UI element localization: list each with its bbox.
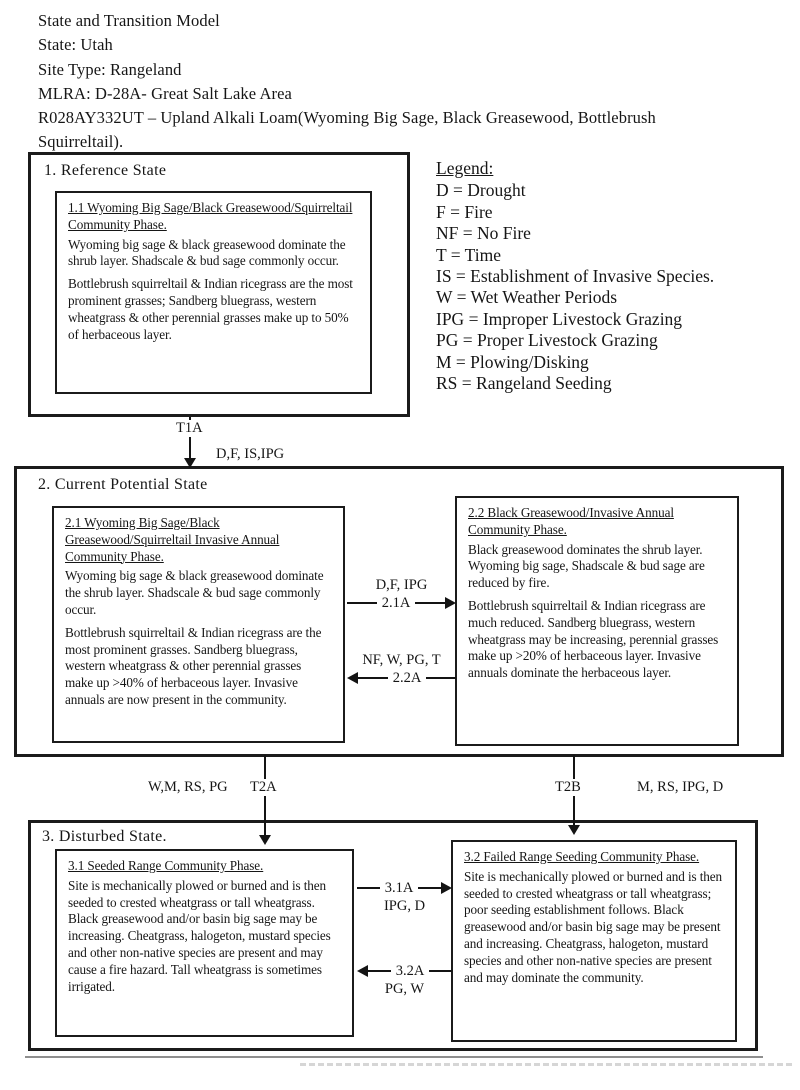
- arrow-line: [415, 602, 445, 604]
- reference-state-label: 1. Reference State: [44, 162, 167, 179]
- pathway-2-2a: [347, 651, 456, 687]
- phase-box-3-2: [451, 840, 737, 1042]
- transition-t2a-code: T2A: [247, 779, 280, 796]
- pathway-2-1a-arrow: [347, 594, 456, 612]
- arrowhead-left-icon: [347, 672, 358, 684]
- arrow-line: [418, 887, 441, 889]
- current-potential-state-label: 2. Current Potential State: [38, 476, 208, 493]
- phase-2-2-paragraph: Bottlebrush squirreltail & Indian ricegrass are much reduced. Sandberg bluegrass, western wheatgrass may be increasing, perennial grasses make up >20% of herbaceous layer. Invasive annuals dominate the herbaceous layer.: [468, 597, 719, 681]
- transition-t2b-drivers: M, RS, IPG, D: [637, 779, 724, 795]
- phase-box-1-1: [55, 191, 372, 394]
- legend-item-improper-grazing: IPG = Improper Livestock Grazing: [436, 308, 683, 329]
- arrowhead-down-icon: [568, 825, 580, 835]
- phase-3-2-paragraph: Site is mechanically plowed or burned and is then seeded to crested wheatgrass or tall wheatgrass; poor seeding establishment follows. Black greasewood and/or basin big sage may be present and increasing. Cheatgrass, halogeton, mustard species and other non-native species are present and may dominate the community.: [464, 868, 723, 985]
- phase-1-1-title: 1.1 Wyoming Big Sage/Black Greasewood/Squirreltail Community Phase.: [68, 200, 353, 232]
- phase-2-1-title: 2.1 Wyoming Big Sage/Black Greasewood/Squirreltail Invasive Annual Community Phase.: [65, 515, 280, 564]
- pathway-2-2a-drivers: NF, W, PG, T: [362, 652, 441, 668]
- arrowhead-down-icon: [259, 835, 271, 845]
- current-potential-state-box: [14, 466, 784, 757]
- doc-title: State and Transition Model: [38, 11, 220, 30]
- phase-3-1-title: 3.1 Seeded Range Community Phase.: [68, 858, 264, 873]
- phase-2-1-paragraph: Wyoming big sage & black greasewood dominate the shrub layer. Shadscale & bud sage commonly occur.: [65, 568, 324, 617]
- phase-box-2-1: [52, 506, 345, 743]
- reference-state-box: [28, 152, 410, 417]
- pathway-2-2a-arrow: [347, 669, 456, 687]
- scan-artifact-line: [25, 1056, 763, 1058]
- phase-3-1-paragraph: Site is mechanically plowed or burned and is then seeded to crested wheatgrass or tall wheatgrass. Black greasewood and/or basin big sage may be increasing. Cheatgrass, halogeton, mustard species and other non-native species are present and may cause a fire hazard. Tall wheatgrass is sometimes irrigated.: [68, 877, 331, 994]
- legend-item-wet-weather: W = Wet Weather Periods: [436, 287, 618, 308]
- legend-item-plowing: M = Plowing/Disking: [436, 351, 589, 372]
- pathway-2-1a-drivers: D,F, IPG: [375, 577, 428, 593]
- phase-1-1-paragraph: Wyoming big sage & black greasewood dominate the shrub layer. Shadscale & bud sage commonly occur.: [68, 236, 346, 269]
- arrow-line: [426, 677, 456, 679]
- phase-2-1-paragraph: Bottlebrush squirreltail & Indian ricegrass are the most prominent grasses. Sandberg bluegrass, western wheatgrass & other perennial grasses make up >40% of herbaceous layer. Invasive annuals are now present in the community.: [65, 624, 322, 707]
- pathway-3-1a-code: 3.1A: [384, 880, 414, 896]
- legend-title: Legend:: [436, 158, 494, 178]
- phase-2-2-paragraph: Black greasewood dominates the shrub layer. Wyoming big sage, Shadscale & bud sage are reduced by fire.: [468, 541, 705, 591]
- phase-box-2-2: [455, 496, 739, 746]
- pathway-2-1a-code: 2.1A: [381, 595, 411, 611]
- doc-mlra-line: MLRA: D-28A- Great Salt Lake Area: [38, 83, 292, 103]
- legend-item-proper-grazing: PG = Proper Livestock Grazing: [436, 330, 658, 351]
- legend-item-drought: D = Drought: [436, 180, 526, 201]
- arrowhead-down-icon: [184, 458, 196, 468]
- doc-site-id-line: R028AY332UT – Upland Alkali Loam(Wyoming Big Sage, Black Greasewood, Bottlebrush Squirreltail).: [38, 108, 656, 152]
- doc-state-line: State: Utah: [38, 35, 113, 55]
- transition-t1a-drivers: D,F, IS,IPG: [216, 446, 285, 462]
- arrowhead-right-icon: [441, 882, 452, 894]
- arrow-line: [357, 887, 380, 889]
- legend-item-rangeland-seeding: RS = Rangeland Seeding: [436, 373, 612, 394]
- document-header: [38, 9, 744, 155]
- arrow-line: [347, 602, 377, 604]
- legend: [436, 158, 781, 394]
- scan-artifact-dashes: [300, 1063, 792, 1066]
- pathway-3-2a-arrow: [357, 962, 452, 980]
- pathway-2-1a: [347, 576, 456, 612]
- arrowhead-left-icon: [357, 965, 368, 977]
- phase-1-1-paragraph: Bottlebrush squirreltail & Indian ricegrass are the most prominent grasses; Sandberg bluegrass, western wheatgrass & other perennial grasses make up to 50% of herbaceous layer.: [68, 276, 353, 342]
- pathway-2-2a-code: 2.2A: [392, 670, 422, 686]
- pathway-3-2a-code: 3.2A: [395, 963, 425, 979]
- pathway-3-2a-drivers: PG, W: [384, 981, 425, 997]
- pathway-3-2a: [357, 962, 452, 998]
- arrow-line: [368, 970, 391, 972]
- arrowhead-right-icon: [445, 597, 456, 609]
- disturbed-state-box: [28, 820, 758, 1051]
- doc-site-type-line: Site Type: Rangeland: [38, 59, 182, 79]
- disturbed-state-label: 3. Disturbed State.: [42, 828, 167, 845]
- pathway-3-1a-drivers: IPG, D: [383, 898, 426, 914]
- pathway-3-1a: [357, 879, 452, 915]
- legend-item-invasive-species: IS = Establishment of Invasive Species.: [436, 266, 715, 287]
- transition-t1a-code: T1A: [173, 420, 206, 437]
- phase-2-2-title: 2.2 Black Greasewood/Invasive Annual Community Phase.: [468, 505, 674, 537]
- arrow-line: [358, 677, 388, 679]
- transition-t2b-code: T2B: [552, 779, 584, 796]
- legend-item-no-fire: NF = No Fire: [436, 223, 531, 244]
- phase-3-2-title: 3.2 Failed Range Seeding Community Phase.: [464, 849, 700, 864]
- legend-item-time: T = Time: [436, 244, 501, 265]
- transition-t2a-drivers: W,M, RS, PG: [148, 779, 228, 795]
- pathway-3-1a-arrow: [357, 879, 452, 897]
- arrow-line: [429, 970, 452, 972]
- legend-item-fire: F = Fire: [436, 201, 493, 222]
- phase-box-3-1: [55, 849, 354, 1037]
